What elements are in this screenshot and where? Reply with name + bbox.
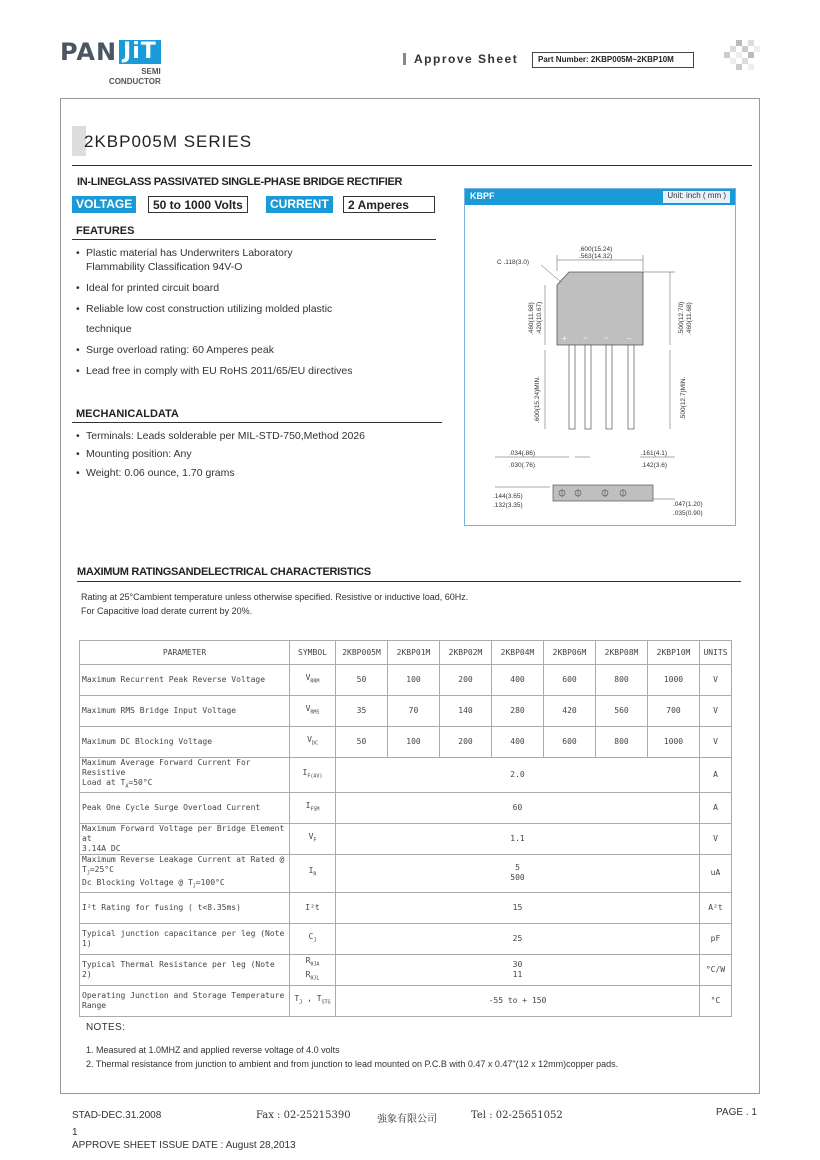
table-row — [80, 985, 732, 1016]
package-unit: Unit: inch ( mm ) — [663, 191, 730, 203]
note-1: 1. Measured at 1.0MHZ and applied reverse voltage of 4.0 volts — [86, 1045, 340, 1055]
dim-h2b: .460(11.68) — [686, 302, 693, 335]
approve-sheet-text: Approve Sheet — [414, 52, 519, 66]
dim-w2: .563(14.32) — [579, 253, 613, 260]
table-row — [80, 823, 732, 854]
footer-issue-date: APPROVE SHEET ISSUE DATE : August 28,2013 — [72, 1140, 296, 1151]
notes-title: NOTES: — [86, 1022, 126, 1033]
series-title: 2KBP005M SERIES — [84, 132, 253, 151]
value-cell: 5 500 — [336, 854, 700, 892]
value-cell: 35 — [336, 696, 388, 727]
feature-item: • Ideal for printed circuit board — [76, 281, 353, 295]
header-cell: 2KBP01M — [388, 641, 440, 665]
header-cell: UNITS — [700, 641, 732, 665]
value-cell: 60 — [336, 792, 700, 823]
package-name: KBPF — [470, 191, 495, 201]
dim-lt1: .047(1.20) — [673, 501, 703, 508]
unit-cell: A — [700, 758, 732, 793]
ratings-title: MAXIMUM RATINGSANDELECTRICAL CHARACTERISTICS — [77, 566, 741, 582]
logo-pan-text: PAN — [60, 38, 118, 66]
feature-item: technique — [86, 323, 132, 335]
value-cell: 30 11 — [336, 954, 700, 985]
value-cell: 560 — [596, 696, 648, 727]
value-cell: 70 — [388, 696, 440, 727]
value-cell: 800 — [596, 665, 648, 696]
dim-lead-w2: .030(.76) — [509, 462, 536, 469]
feature-item: • Reliable low cost construction utilizing molded plastic — [76, 302, 353, 316]
table-row — [80, 727, 732, 758]
param-cell: Operating Junction and Storage Temperature Range — [80, 985, 290, 1016]
symbol-cell: $I_R$ — [290, 854, 336, 892]
header-cell: 2KBP02M — [440, 641, 492, 665]
rating-note-2: For Capacitive load derate current by 20%. — [81, 606, 253, 616]
unit-cell: A²t — [700, 892, 732, 923]
param-cell: Maximum Reverse Leakage Current at Rated @ $T_J=25^\circ C$ Dc Blocking Voltage @ $T_J=100^\circ C$ — [80, 854, 290, 892]
param-cell: Maximum DC Blocking Voltage — [80, 727, 290, 758]
dim-lead-w1: .034(.86) — [509, 450, 536, 457]
table-header-row — [80, 641, 732, 665]
approve-bar-icon — [403, 53, 406, 65]
lead-1 — [569, 345, 575, 429]
series-title-bar — [72, 126, 752, 166]
logo-jit-text: JiT — [119, 40, 161, 64]
footer-fax: Fax : 02-25215390 — [256, 1110, 351, 1121]
symbol-cell: $V_{RRM}$ — [290, 665, 336, 696]
lead-3 — [606, 345, 612, 429]
checker-pattern-icon — [724, 40, 760, 76]
dim-t1: .144(3.65) — [493, 493, 523, 500]
value-cell: 600 — [544, 727, 596, 758]
mechanical-list — [76, 429, 365, 480]
feature-item: • Lead free in comply with EU RoHS 2011/65/EU directives — [76, 364, 353, 378]
value-cell: 50 — [336, 727, 388, 758]
symbol-cell: $I_{FSM}$ — [290, 792, 336, 823]
value-cell: 700 — [648, 696, 700, 727]
features-list — [76, 246, 353, 378]
package-side-view — [553, 485, 653, 501]
pin-mark-ac1: ~ — [583, 334, 588, 343]
table-row — [80, 665, 732, 696]
pin-mark-plus: + — [562, 334, 567, 343]
value-cell: 400 — [492, 665, 544, 696]
value-cell: 420 — [544, 696, 596, 727]
symbol-cell: $C_J$ — [290, 923, 336, 954]
dim-h1a: .460(11.68) — [528, 302, 535, 335]
product-subtitle: IN-LINEGLASS PASSIVATED SINGLE-PHASE BRIDGE RECTIFIER — [77, 176, 403, 188]
dim-h1b: .420(10.67) — [536, 301, 543, 335]
symbol-cell: I²t — [290, 892, 336, 923]
voltage-value: 50 to 1000 Volts — [148, 196, 248, 213]
value-cell: 1000 — [648, 665, 700, 696]
value-cell: 25 — [336, 923, 700, 954]
value-cell: 1.1 — [336, 823, 700, 854]
param-cell: Maximum RMS Bridge Input Voltage — [80, 696, 290, 727]
unit-cell: V — [700, 727, 732, 758]
dim-t2: .132(3.35) — [493, 502, 523, 509]
value-cell: 100 — [388, 727, 440, 758]
approve-sheet-label — [403, 52, 518, 66]
header-cell: 2KBP06M — [544, 641, 596, 665]
param-cell: Maximum Average Forward Current For Resistive Load at $T_A=50^\circ C$ — [80, 758, 290, 793]
dim-chamfer: C .118(3.0) — [497, 259, 530, 266]
symbol-cell: $T_J$ , $T_{STG}$ — [290, 985, 336, 1016]
dim-lead-len: .600(15.24)MIN. — [534, 376, 541, 423]
param-cell: I²t Rating for fusing ( t<8.35ms) — [80, 892, 290, 923]
symbol-cell: $V_F$ — [290, 823, 336, 854]
unit-cell: °C/W — [700, 954, 732, 985]
package-header — [465, 189, 735, 205]
part-number-box: Part Number: 2KBP005M~2KBP10M — [532, 52, 694, 68]
mechanical-item: • Terminals: Leads solderable per MIL-STD-750,Method 2026 — [76, 429, 365, 443]
symbol-cell: $V_{RMS}$ — [290, 696, 336, 727]
feature-item: • Surge overload rating: 60 Amperes peak — [76, 343, 353, 357]
header-cell: 2KBP10M — [648, 641, 700, 665]
footer-company: 強象有限公司 — [377, 1114, 437, 1125]
package-drawing — [464, 188, 736, 526]
logo-sub-conductor: CONDUCTOR — [108, 77, 161, 86]
mechanical-item: • Mounting position: Any — [76, 447, 365, 461]
header-cell: 2KBP08M — [596, 641, 648, 665]
dim-lead-len2: .500(12.7)MIN. — [680, 376, 687, 420]
note-2: 2. Thermal resistance from junction to ambient and from junction to lead mounted on P.C.B with 0.47 x 0.47"(12 x 12mm)copper pads. — [86, 1059, 619, 1069]
package-outline-diagram — [465, 205, 735, 525]
unit-cell: V — [700, 665, 732, 696]
lead-2 — [585, 345, 591, 429]
company-logo — [60, 38, 161, 86]
value-cell: -55 to + 150 — [336, 985, 700, 1016]
value-cell: 280 — [492, 696, 544, 727]
footer-page-num: 1 — [72, 1127, 78, 1138]
symbol-cell: $V_{DC}$ — [290, 727, 336, 758]
table-row — [80, 792, 732, 823]
feature-item: • Plastic material has Underwriters Laboratory — [76, 246, 353, 260]
unit-cell: V — [700, 823, 732, 854]
current-label: CURRENT — [266, 196, 333, 213]
header-cell: PARAMETER — [80, 641, 290, 665]
value-cell: 15 — [336, 892, 700, 923]
mechanical-title: MECHANICALDATA — [72, 408, 442, 423]
param-cell: Typical Thermal Resistance per leg (Note 2) — [80, 954, 290, 985]
header-cell: 2KBP005M — [336, 641, 388, 665]
value-cell: 200 — [440, 665, 492, 696]
dim-lt2: .035(0.90) — [673, 510, 703, 517]
rating-note-1: Rating at 25°Cambient temperature unless otherwise specified. Resistive or inductive load, 60Hz. — [81, 592, 469, 602]
pin-mark-minus: – — [627, 334, 632, 343]
dim-w1: .600(15.24) — [579, 246, 613, 253]
symbol-cell: $I_{F(AV)}$ — [290, 758, 336, 793]
mechanical-item: • Weight: 0.06 ounce, 1.70 grams — [76, 466, 365, 480]
param-cell: Typical junction capacitance per leg (Note 1) — [80, 923, 290, 954]
table-row — [80, 892, 732, 923]
value-cell: 1000 — [648, 727, 700, 758]
footer-page: PAGE . 1 — [716, 1107, 757, 1118]
dim-pitch1: .161(4.1) — [641, 450, 668, 457]
voltage-label: VOLTAGE — [72, 196, 136, 213]
value-cell: 400 — [492, 727, 544, 758]
footer-doc-code: STAD-DEC.31.2008 — [72, 1110, 162, 1121]
value-cell: 2.0 — [336, 758, 700, 793]
unit-cell: A — [700, 792, 732, 823]
feature-item: Flammability Classification 94V-O — [86, 261, 243, 273]
current-value: 2 Amperes — [343, 196, 435, 213]
table-row — [80, 696, 732, 727]
ratings-table — [79, 640, 732, 1017]
header-cell: 2KBP04M — [492, 641, 544, 665]
unit-cell: °C — [700, 985, 732, 1016]
symbol-cell: $R_{\theta JA}$ $R_{\theta JL}$ — [290, 954, 336, 985]
header-cell: SYMBOL — [290, 641, 336, 665]
features-title: FEATURES — [72, 225, 436, 240]
value-cell: 800 — [596, 727, 648, 758]
param-cell: Peak One Cycle Surge Overload Current — [80, 792, 290, 823]
value-cell: 140 — [440, 696, 492, 727]
param-cell: Maximum Forward Voltage per Bridge Element at 3.14A DC — [80, 823, 290, 854]
footer-tel: Tel : 02-25651052 — [471, 1110, 563, 1121]
unit-cell: pF — [700, 923, 732, 954]
value-cell: 100 — [388, 665, 440, 696]
lead-4 — [628, 345, 634, 429]
dim-h2a: .500(12.70) — [678, 301, 685, 335]
param-cell: Maximum Recurrent Peak Reverse Voltage — [80, 665, 290, 696]
value-cell: 50 — [336, 665, 388, 696]
table-row — [80, 854, 732, 892]
table-row — [80, 954, 732, 985]
value-cell: 600 — [544, 665, 596, 696]
logo-sub-semi: SEMI — [141, 67, 161, 76]
dim-pitch2: .142(3.6) — [641, 462, 668, 469]
table-row — [80, 923, 732, 954]
table-row — [80, 758, 732, 793]
value-cell: 200 — [440, 727, 492, 758]
unit-cell: V — [700, 696, 732, 727]
pin-mark-ac2: ~ — [604, 334, 609, 343]
unit-cell: uA — [700, 854, 732, 892]
